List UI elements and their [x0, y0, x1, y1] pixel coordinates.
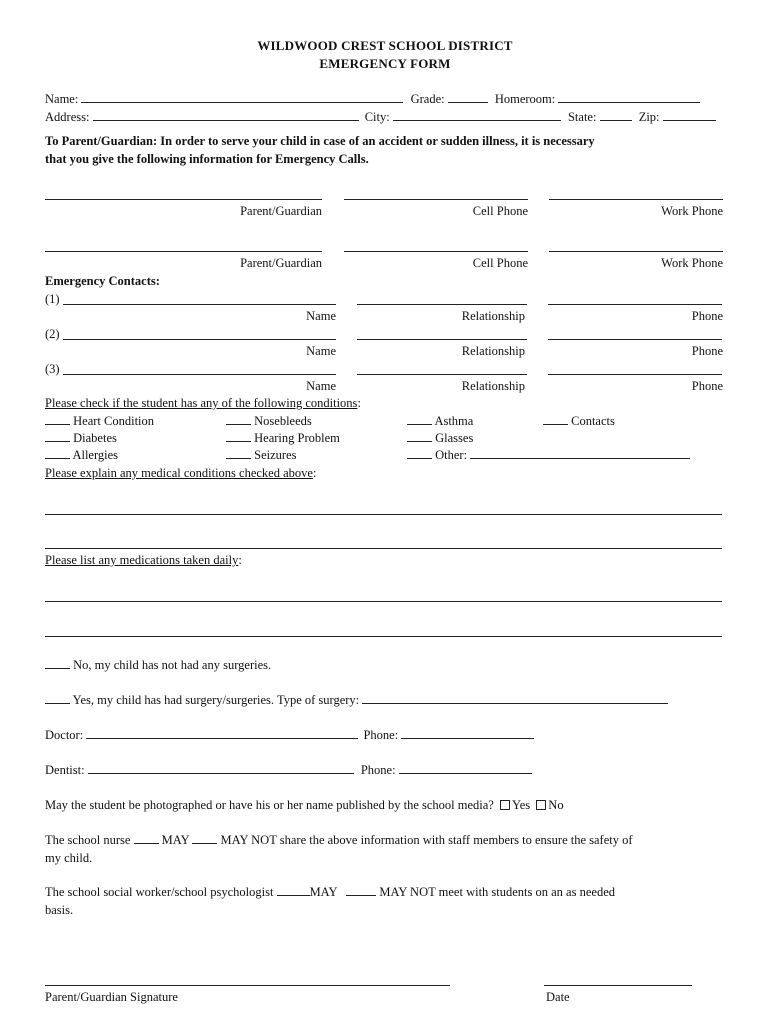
signature-label: Parent/Guardian Signature [45, 990, 178, 1004]
conditions-heading [45, 395, 361, 411]
guardian-2-cell-label: Cell Phone [472, 256, 528, 270]
nurse-may-not-checkline[interactable] [192, 832, 217, 844]
condition-nosebleeds-label: Nosebleeds [254, 414, 312, 428]
explain-line-1[interactable] [45, 514, 722, 515]
contact-1-name-field[interactable] [63, 304, 336, 305]
doctor-phone-label: Phone: [363, 728, 399, 742]
nurse-may-not-label: MAY NOT share the above information with staff members to ensure the safety of [220, 833, 633, 847]
explain-line-2[interactable] [45, 548, 722, 549]
condition-glasses-checkline[interactable] [407, 430, 432, 442]
condition-other-checkline[interactable] [407, 447, 432, 459]
social-line-2: basis. [45, 903, 74, 917]
guardian-2-work-label: Work Phone [661, 256, 723, 270]
surgery-yes-checkline[interactable] [45, 692, 70, 704]
conditions-heading-text: Please check if the student has any of the following conditions [45, 396, 358, 410]
medications-heading-text: Please list any medications taken daily [45, 553, 239, 567]
conditions-heading-colon: : [357, 396, 361, 410]
condition-seizures [226, 447, 296, 463]
photo-row [45, 797, 564, 813]
contact-1-number: (1) [45, 292, 60, 306]
contact-3-name-label: Name [306, 379, 336, 393]
contact-2-relationship-field[interactable] [357, 339, 527, 340]
guardian-1-cell-field[interactable] [344, 199, 528, 200]
guardian-1-field[interactable] [45, 199, 322, 200]
condition-nosebleeds-checkline[interactable] [226, 413, 251, 425]
social-prefix: The school social worker/school psychologist [45, 885, 274, 899]
state-field[interactable] [600, 109, 632, 121]
social-may-checkline[interactable] [277, 884, 310, 896]
grade-label: Grade: [410, 92, 445, 106]
contact-3-name-field[interactable] [63, 374, 336, 375]
condition-asthma-checkline[interactable] [407, 413, 432, 425]
explain-heading-text: Please explain any medical conditions checked above [45, 466, 313, 480]
guardian-2-cell-field[interactable] [344, 251, 528, 252]
condition-glasses-label: Glasses [435, 431, 474, 445]
contact-2-relationship-label: Relationship [461, 344, 525, 358]
city-field[interactable] [393, 109, 561, 121]
dentist-row [45, 762, 532, 778]
social-may-not-checkline[interactable] [346, 884, 376, 896]
guardian-2-work-field[interactable] [549, 251, 723, 252]
state-label: State: [567, 110, 597, 124]
condition-other-field[interactable] [470, 447, 690, 459]
contact-3-phone-field[interactable] [548, 374, 722, 375]
contact-1-phone-field[interactable] [548, 304, 722, 305]
photo-no-label: No [548, 798, 564, 812]
doctor-label: Doctor: [45, 728, 84, 742]
intro-line-1: To Parent/Guardian: In order to serve your child in case of an accident or sudden illness, it is necessary [45, 134, 595, 148]
date-field[interactable] [544, 985, 692, 986]
city-label: City: [364, 110, 390, 124]
condition-diabetes-label: Diabetes [73, 431, 117, 445]
student-name-row [45, 91, 700, 107]
guardian-2-label: Parent/Guardian [240, 256, 322, 270]
guardian-1-work-field[interactable] [549, 199, 723, 200]
form-title: EMERGENCY FORM [319, 56, 451, 71]
contact-1-relationship-label: Relationship [461, 309, 525, 323]
condition-seizures-checkline[interactable] [226, 447, 251, 459]
condition-heart [45, 413, 154, 429]
district-title: WILDWOOD CREST SCHOOL DISTRICT [257, 38, 513, 53]
social-may-not-label: MAY NOT meet with students on an as needed [379, 885, 615, 899]
homeroom-label: Homeroom: [494, 92, 556, 106]
condition-seizures-label: Seizures [254, 448, 297, 462]
guardian-1-cell-label: Cell Phone [472, 204, 528, 218]
contact-2-number: (2) [45, 327, 60, 341]
dentist-label: Dentist: [45, 763, 85, 777]
doctor-field[interactable] [86, 727, 358, 739]
dentist-field[interactable] [88, 762, 354, 774]
explain-heading [45, 465, 316, 481]
contact-3-relationship-field[interactable] [357, 374, 527, 375]
photo-question: May the student be photographed or have his or her name published by the school media? [45, 798, 494, 812]
signature-field[interactable] [45, 985, 450, 986]
guardian-1-label: Parent/Guardian [240, 204, 322, 218]
medications-line-2[interactable] [45, 636, 722, 637]
condition-other-label: Other: [435, 448, 468, 462]
photo-no-checkbox[interactable] [536, 800, 546, 810]
intro-line-2: that you give the following information for Emergency Calls. [45, 152, 369, 166]
nurse-may-label: MAY [161, 833, 190, 847]
surgery-type-field[interactable] [362, 692, 668, 704]
nurse-may-checkline[interactable] [134, 832, 159, 844]
condition-asthma-label: Asthma [434, 414, 474, 428]
condition-asthma [407, 413, 473, 429]
condition-hearing-label: Hearing Problem [254, 431, 340, 445]
homeroom-field[interactable] [558, 91, 700, 103]
grade-field[interactable] [448, 91, 488, 103]
photo-yes-checkbox[interactable] [500, 800, 510, 810]
surgery-no-checkline[interactable] [45, 657, 70, 669]
condition-hearing [226, 430, 340, 446]
condition-heart-checkline[interactable] [45, 413, 70, 425]
student-name-field[interactable] [81, 91, 403, 103]
condition-contacts-label: Contacts [571, 414, 615, 428]
address-field[interactable] [93, 109, 359, 121]
contact-2-name-field[interactable] [63, 339, 336, 340]
condition-diabetes [45, 430, 117, 446]
condition-contacts [543, 413, 615, 429]
condition-nosebleeds [226, 413, 312, 429]
contact-1-name-label: Name [306, 309, 336, 323]
dentist-phone-field[interactable] [399, 762, 532, 774]
explain-heading-colon: : [312, 466, 317, 480]
nurse-prefix: The school nurse [45, 833, 131, 847]
date-label: Date [546, 990, 570, 1004]
social-may-label: MAY [309, 885, 338, 899]
nurse-row [45, 832, 633, 848]
contact-3-relationship-label: Relationship [461, 379, 525, 393]
contact-2-phone-label: Phone [691, 344, 723, 358]
condition-allergies-checkline[interactable] [45, 447, 70, 459]
address-row [45, 109, 716, 125]
doctor-row [45, 727, 534, 743]
contact-1-phone-label: Phone [691, 309, 723, 323]
zip-label: Zip: [638, 110, 660, 124]
medications-heading-colon: : [238, 553, 242, 567]
name-label: Name: [45, 92, 79, 106]
surgery-no-row [45, 657, 271, 673]
condition-contacts-checkline[interactable] [543, 413, 568, 425]
guardian-2-field[interactable] [45, 251, 322, 252]
medications-line-1[interactable] [45, 601, 722, 602]
condition-hearing-checkline[interactable] [226, 430, 251, 442]
address-label: Address: [45, 110, 90, 124]
social-row [45, 884, 615, 900]
dentist-phone-label: Phone: [360, 763, 396, 777]
condition-other [407, 447, 690, 463]
photo-yes-label: Yes [511, 798, 531, 812]
nurse-line-2: my child. [45, 851, 93, 865]
condition-glasses [407, 430, 473, 446]
doctor-phone-field[interactable] [401, 727, 534, 739]
contact-1-relationship-field[interactable] [357, 304, 527, 305]
emergency-heading: Emergency Contacts: [45, 274, 160, 288]
surgery-yes-label: Yes, my child has had surgery/surgeries. Type of surgery: [72, 693, 360, 707]
contact-3-number: (3) [45, 362, 60, 376]
condition-allergies-label: Allergies [72, 448, 119, 462]
guardian-1-work-label: Work Phone [661, 204, 723, 218]
contact-2-phone-field[interactable] [548, 339, 722, 340]
condition-heart-label: Heart Condition [73, 414, 155, 428]
condition-diabetes-checkline[interactable] [45, 430, 70, 442]
zip-field[interactable] [663, 109, 716, 121]
contact-2-name-label: Name [306, 344, 336, 358]
contact-3-phone-label: Phone [691, 379, 723, 393]
medications-heading [45, 552, 242, 568]
surgery-no-label: No, my child has not had any surgeries. [73, 658, 272, 672]
surgery-yes-row [45, 692, 668, 708]
condition-allergies [45, 447, 118, 463]
